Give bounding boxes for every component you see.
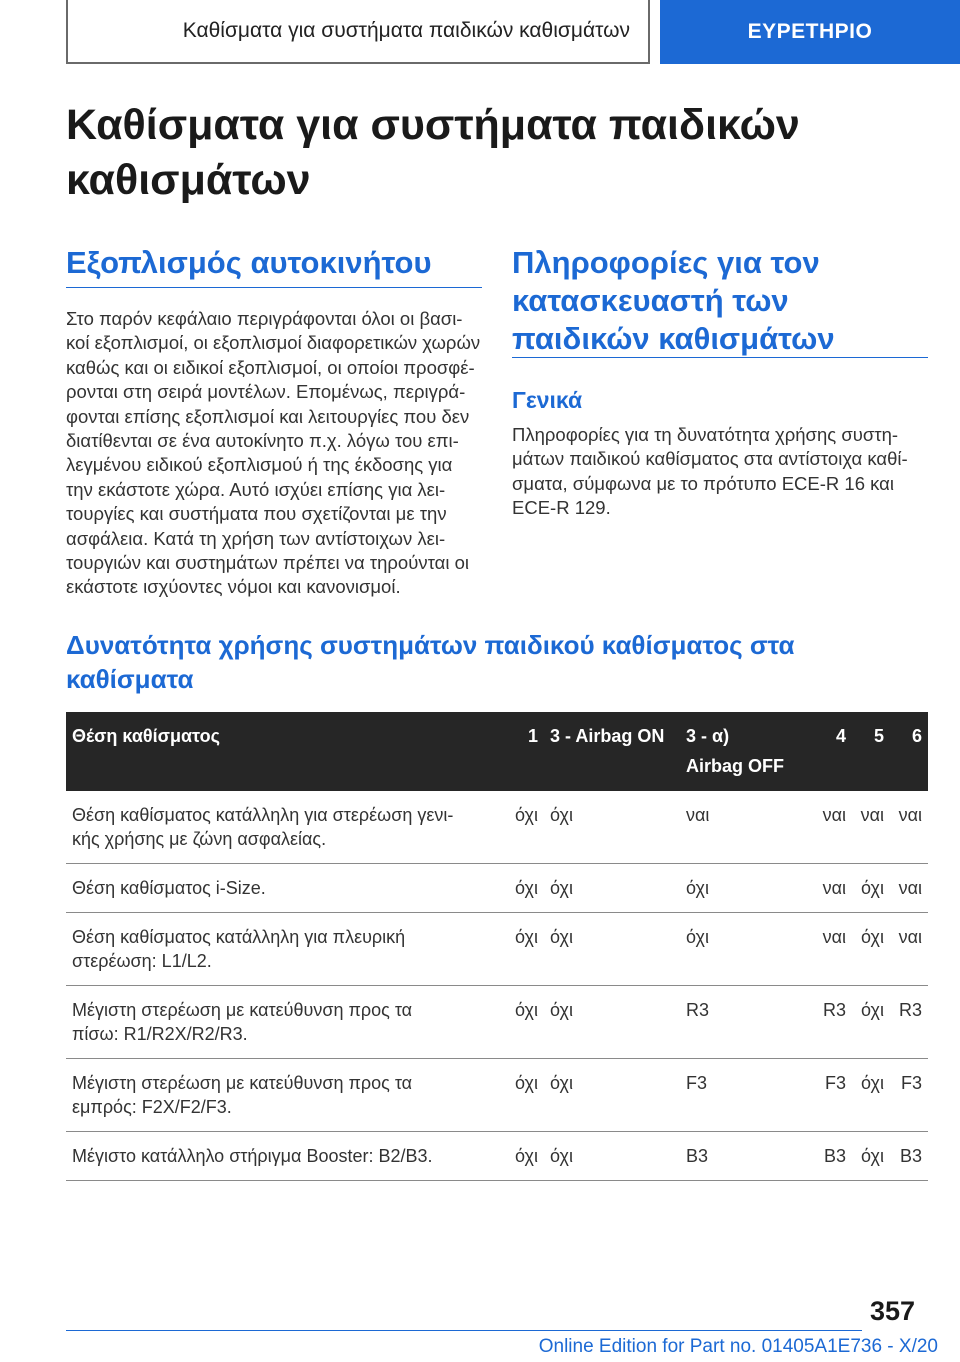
- table-row: [66, 791, 928, 864]
- cell: όχι: [680, 913, 814, 986]
- cell: όχι: [544, 986, 680, 1059]
- cell: F3: [890, 1059, 928, 1132]
- cell: όχι: [544, 791, 680, 864]
- cell: R3: [680, 986, 814, 1059]
- cell: όχι: [506, 791, 544, 864]
- row-description: Μέγιστη στερέωση με κατεύθυνση προς τα εμπρός: F2X/F2/F3.: [66, 1059, 506, 1132]
- cell: ναι: [680, 791, 814, 864]
- cell: όχι: [506, 913, 544, 986]
- cell: ναι: [890, 791, 928, 864]
- right-subheading: Γενικά: [512, 387, 583, 413]
- table-row: [66, 1132, 928, 1181]
- col-header-3-airbag-off: 3 - α) Airbag OFF: [680, 712, 814, 791]
- cell: όχι: [544, 1059, 680, 1132]
- left-heading: Εξοπλισμός αυτοκινήτου: [66, 245, 432, 280]
- cell: όχι: [852, 913, 890, 986]
- cell: όχι: [852, 1132, 890, 1181]
- cell: όχι: [544, 1132, 680, 1181]
- index-label: ΕΥΡΕΤΗΡΙΟ: [747, 20, 873, 43]
- header-section-tab[interactable]: [66, 0, 650, 64]
- footer-edition: Online Edition for Part no. 01405A1E736 - X/20: [538, 1336, 938, 1357]
- cell: F3: [814, 1059, 852, 1132]
- col-header-3-airbag-on: 3 - Airbag ON: [544, 712, 680, 791]
- cell: όχι: [506, 1132, 544, 1181]
- index-tab[interactable]: [660, 0, 960, 64]
- seat-compatibility-table: [66, 712, 928, 1181]
- cell: ναι: [814, 864, 852, 913]
- cell: R3: [890, 986, 928, 1059]
- row-description: Μέγιστο κατάλληλο στήριγμα Booster: B2/B3.: [66, 1132, 506, 1181]
- col-header-5: 5: [852, 712, 890, 791]
- page-title: Καθίσματα για συστήματα παιδικών καθισμάτων: [66, 101, 800, 204]
- cell: όχι: [852, 864, 890, 913]
- cell: όχι: [852, 986, 890, 1059]
- page-number: 357: [870, 1296, 916, 1326]
- table-row: [66, 913, 928, 986]
- table-row: [66, 864, 928, 913]
- table-header-row: [66, 712, 928, 791]
- cell: όχι: [544, 864, 680, 913]
- table-row: [66, 1059, 928, 1132]
- cell: όχι: [506, 986, 544, 1059]
- right-heading: Πληροφορίες για τον κατασκευαστή των παιδικών καθισμάτων: [512, 245, 835, 356]
- cell: όχι: [506, 1059, 544, 1132]
- cell: B3: [890, 1132, 928, 1181]
- left-body: Στο παρόν κεφάλαιο περιγράφονται όλοι οι βασι- κοί εξοπλισμοί, οι εξοπλισμοί διαφορετικών χωρών καθώς και οι ειδικοί εξοπλισμοί, οι οποίοι προσφέ- ρονται στη σειρά μοντέλων. Επομένως, περιγρά- φονται επίσης εξοπλισμοί και λειτουργίες που δεν διατίθενται σε ένα αυτοκίνητο π.χ. λόγω του επι- λεγμένου ειδικού εξοπλισμού ή της έκδοσης για την εκάστοτε χώρα. Αυτό ισχύει επίσης για λει- τουργίες και συστήματα που σχετίζονται με την ασφάλεια. Κατά τη χρήση των αντίστοιχων λει- τουργιών και συστημάτων πρέπει να τηρούνται οι εκάστοτε ισχύοντες νόμοι και κανονισμοί.: [66, 308, 481, 598]
- col-header-1: 1: [506, 712, 544, 791]
- cell: όχι: [852, 1059, 890, 1132]
- right-body: Πληροφορίες για τη δυνατότητα χρήσης συστη- μάτων παιδικού καθίσματος στα αντίστοιχα καθί- σματα, σύμφωνα με το πρότυπο ECE-R 16 και ECE-R 129.: [512, 424, 908, 519]
- cell: R3: [814, 986, 852, 1059]
- cell: F3: [680, 1059, 814, 1132]
- left-heading-rule: [66, 287, 482, 288]
- col-header-4: 4: [814, 712, 852, 791]
- cell: όχι: [506, 864, 544, 913]
- table-heading: Δυνατότητα χρήσης συστημάτων παιδικού καθίσματος στα καθίσματα: [66, 630, 795, 694]
- cell: όχι: [680, 864, 814, 913]
- cell: ναι: [890, 864, 928, 913]
- cell: όχι: [544, 913, 680, 986]
- row-description: Θέση καθίσματος i-Size.: [66, 864, 506, 913]
- header-section-label: Καθίσματα για συστήματα παιδικών καθισμάτων: [182, 19, 630, 42]
- row-description: Θέση καθίσματος κατάλληλη για πλευρική στερέωση: L1/L2.: [66, 913, 506, 986]
- cell: B3: [680, 1132, 814, 1181]
- footer-rule: [66, 1330, 862, 1331]
- col-header-6: 6: [890, 712, 928, 791]
- cell: ναι: [890, 913, 928, 986]
- table-row: [66, 986, 928, 1059]
- row-description: Μέγιστη στερέωση με κατεύθυνση προς τα πίσω: R1/R2X/R2/R3.: [66, 986, 506, 1059]
- right-heading-rule: [512, 357, 928, 358]
- cell: ναι: [814, 913, 852, 986]
- cell: ναι: [852, 791, 890, 864]
- col-header-position: Θέση καθίσματος: [66, 712, 506, 791]
- cell: ναι: [814, 791, 852, 864]
- cell: B3: [814, 1132, 852, 1181]
- row-description: Θέση καθίσματος κατάλληλη για στερέωση γενι- κής χρήσης με ζώνη ασφαλείας.: [66, 791, 506, 864]
